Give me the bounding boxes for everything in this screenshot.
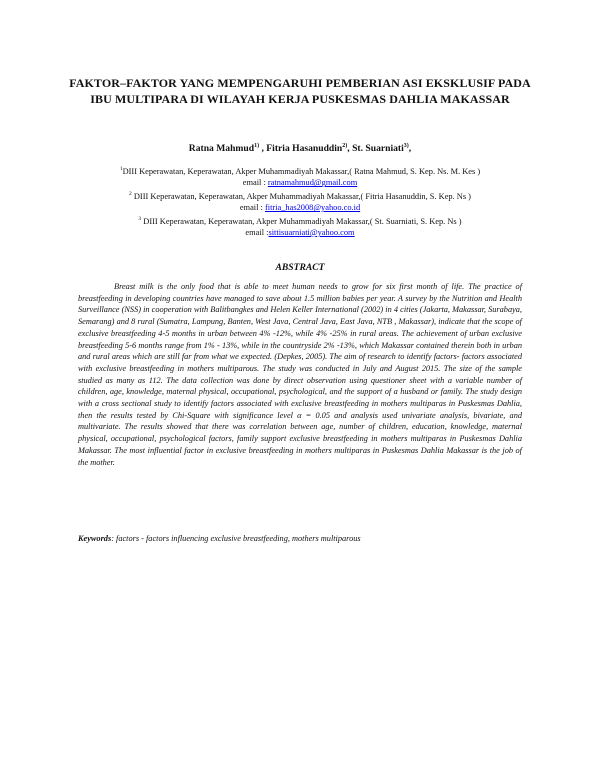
email-link[interactable]: fitria_has2008@yahoo.co.id (264, 203, 361, 213)
keywords (78, 533, 522, 545)
email-link[interactable]: sittisuarniati@yahoo.com (268, 227, 355, 237)
email-label: email : (239, 203, 265, 213)
affiliation-1-email (0, 177, 600, 189)
affiliation-sup: 3 (138, 215, 142, 222)
author-name: St. Suarniati (352, 143, 404, 155)
author-sep: , (408, 143, 412, 155)
affiliation-text: DIII Keperawatan, Keperawatan, Akper Muhammadiyah Makassar,( Ratna Mahmud, S. Kep. Ns. M. Kes ) (122, 166, 481, 176)
title-line-1: FAKTOR–FAKTOR YANG MEMPENGARUHI PEMBERIAN ASI EKSKLUSIF PADA (69, 76, 531, 90)
title-line-2: IBU MULTIPARA DI WILAYAH KERJA PUSKESMAS DAHLIA MAKASSAR (90, 91, 510, 106)
paper-title (60, 76, 540, 107)
email-label: email : (245, 227, 269, 237)
email-link[interactable]: ratnamahmud@gmail.com (267, 178, 358, 188)
keywords-label: Keywords (78, 534, 112, 543)
affiliations (0, 164, 600, 238)
author-name: Fitria Hasanuddin (266, 143, 343, 155)
affiliation-sup: 1 (119, 166, 123, 172)
author-sup: 3) (403, 143, 409, 149)
affiliation-text: DIII Keperawatan, Keperawatan, Akper Muhammadiyah Makassar,( St. Suarniati, S. Kep. Ns ) (141, 216, 462, 226)
author-sep: , (347, 143, 353, 155)
abstract-body: Breast milk is the only food that is able to meet human needs to grow for six first month of life. The practice of breastfeeding in developing countries have managed to save about 1.5 million babies per year. A survey by the Nutrition and Health Surveillance (NSS) in cooperation with Balitbangkes and Helen Keller International (2002) in 4 cities (Jakarta, Makassar, Surabaya, Semarang) and 8 rural (Sumatra, Lampung, Banten, West Java, Central Java, East Java, NTB , Makassar), indicate that the scope of exclusive breastfeeding 4-5 months in urban between 4% -12%, while 4% -25% in rural areas. The achievement of urban exclusive breastfeeding 5-6 months range from 1% - 13%, while in the countryside 2% -13%, which Makassar contained therein both in urban and rural areas which are still far from what we expected. (Depkes, 2005). The aim of research to identify factors- factors associated with exclusive breastfeeding in mothers multiparous. The study was conducted in July and August 2015. The size of the sample studied as many as 112. The data collection was done by direct observation using questioner sheet with a variable number of children, age, knowledge, maternal physical, occupational, psychological, and the support of a husband or family. The study design with a cross sectional study to identify factors associated with exclusive breastfeeding in mothers multiparas in Puskesmas Dahlia, then the results tested by Chi-Square with significance level α = 0.05 and analysis used univariate analysis, bivariate, and multivariate. The results showed that there was correlation between age, number of children, education, knowledge, maternal physical, occupational, psychological factors, family support exclusive breastfeeding in mothers multiparas in Puskesmas Dahlia Makassar. The most influential factor in exclusive breastfeeding in mothers multiparas in Puskesmas Dahlia Makassar is the job of the mother. (78, 282, 522, 467)
author-sup: 2) (342, 143, 348, 149)
affiliation-sup: 2 (129, 190, 132, 197)
email-label: email : (242, 178, 268, 188)
affiliation-3 (0, 214, 600, 227)
author-list (0, 143, 600, 154)
abstract-heading: ABSTRACT (275, 262, 325, 273)
author-name: Ratna Mahmud (188, 143, 255, 155)
keywords-text: : factors - factors influencing exclusive breastfeeding, mothers multiparous (111, 534, 361, 543)
affiliation-3-email (0, 227, 600, 239)
affiliation-1 (0, 164, 600, 177)
affiliation-2-email (0, 202, 600, 214)
affiliation-2 (0, 189, 600, 202)
affiliation-text: DIII Keperawatan, Keperawatan, Akper Muhammadiyah Makassar,( Fitria Hasanuddin, S. Kep. Ns ) (131, 191, 471, 201)
author-sep: , (259, 143, 267, 155)
author-sup: 1) (254, 143, 260, 149)
